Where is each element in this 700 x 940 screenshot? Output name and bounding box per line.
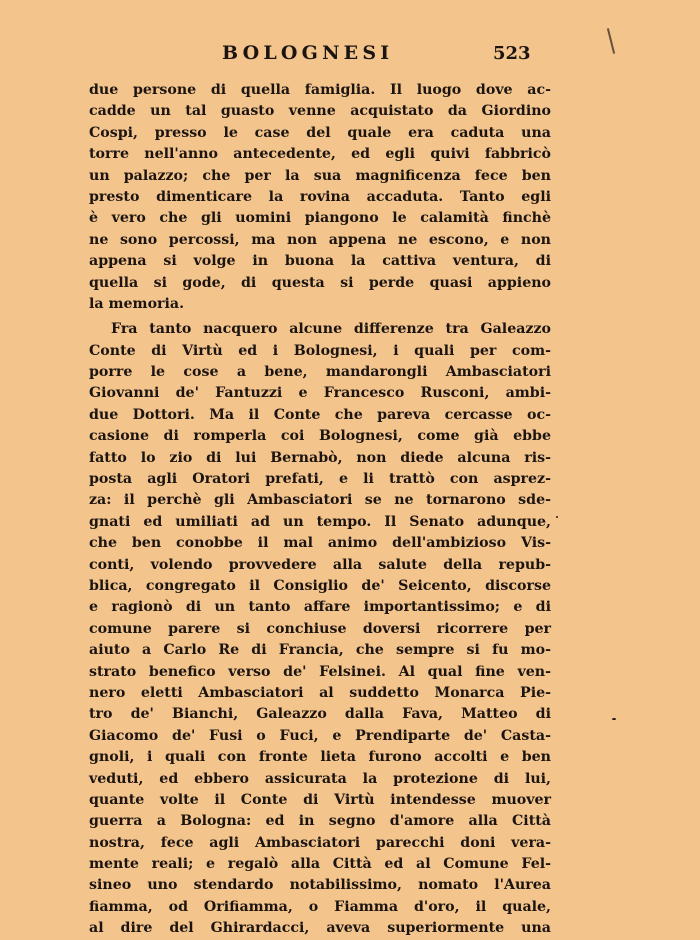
text-line: nostra, fece agli Ambasciatori parecchi doni vera- [89, 834, 551, 851]
running-title: BOLOGNESI [222, 42, 394, 64]
text-line: sineo uno stendardo notabilissimo, nomato l'Aurea [89, 877, 551, 894]
text-line: torre nell'anno antecedente, ed egli quivi fabbricò [89, 146, 551, 163]
text-line: veduti, ed ebbero assicurata la protezione di lui, [89, 770, 551, 787]
text-line: due persone di quella famiglia. Il luogo dove ac- [89, 82, 551, 98]
text-line: Cospi, presso le case del quale era caduta una [89, 124, 551, 141]
text-line: guerra a Bologna: ed in segno d'amore alla Città [89, 813, 551, 830]
text-line: al dire del Ghirardacci, aveva superiormente una [89, 920, 551, 937]
text-line: porre le cose a bene, mandarongli Ambasciatori [89, 364, 551, 381]
text-line: quante volte il Conte di Virtù intendesse muover [89, 791, 551, 808]
text-line: che ben conobbe il mal animo dell'ambizioso Vis- [89, 535, 551, 552]
text-line: e ragionò di un tanto affare importantissimo; e di [89, 599, 551, 616]
text-line: la memoria. [89, 295, 185, 312]
text-line: Giovanni de' Fantuzzi e Francesco Rusconi, ambi- [89, 385, 551, 402]
text-line: gnoli, i quali con fronte lieta furono accolti e ben [89, 749, 551, 766]
text-line: quella si gode, di questa si perde quasi appieno [89, 274, 551, 291]
ink-speck [556, 516, 558, 518]
text-line: posta agli Oratori prefati, e li trattò con asprez- [89, 471, 551, 488]
page-header [0, 42, 700, 70]
text-line: blica, congregato il Consiglio de' Seicento, discorse [89, 577, 551, 594]
text-line: cadde un tal guasto venne acquistato da Giordino [89, 103, 551, 120]
text-line: mente reali; e regalò alla Città ed al Comune Fel- [89, 856, 551, 873]
text-line: aiuto a Carlo Re di Francia, che sempre si fu mo- [89, 642, 551, 659]
text-line: strato benefico verso de' Felsinei. Al qual fine ven- [89, 663, 551, 680]
text-line: Giacomo de' Fusi o Fuci, e Prendiparte de' Casta- [89, 727, 551, 744]
text-line: presto dimenticare la rovina accaduta. Tanto egli [89, 188, 551, 205]
text-line: un palazzo; che per la sua magnificenza fece ben [89, 167, 551, 184]
text-line: appena si volge in buona la cattiva ventura, di [89, 253, 551, 270]
text-line: comune parere si conchiuse doversi ricorrere per [89, 620, 551, 637]
text-line: conti, volendo provvedere alla salute della repub- [89, 556, 551, 573]
page-number: 523 [493, 43, 531, 64]
paragraph-first-line: Fra tanto nacquero alcune differenze tra Galeazzo [111, 321, 551, 338]
text-line: casione di romperla coi Bolognesi, come già ebbe [89, 428, 551, 445]
text-line: è vero che gli uomini piangono le calamità finchè [89, 210, 551, 227]
text-line: za: il perchè gli Ambasciatori se ne tornarono sde- [89, 492, 551, 509]
text-line: nero eletti Ambasciatori al suddetto Monarca Pie- [89, 684, 551, 701]
text-line: tro de' Bianchi, Galeazzo dalla Fava, Matteo di [89, 706, 551, 723]
text-line: fiamma, od Orifiamma, o Fiamma d'oro, il quale, [89, 898, 551, 915]
text-line: fatto lo zio di lui Bernabò, non diede alcuna ris- [89, 449, 551, 466]
text-line: Conte di Virtù ed i Bolognesi, i quali per com- [89, 342, 551, 359]
text-line: ne sono percossi, ma non appena ne escono, e non [89, 231, 551, 248]
text-line: due Dottori. Ma il Conte che pareva cercasse oc- [89, 406, 551, 423]
body-text [89, 80, 551, 940]
ink-speck [612, 718, 616, 720]
text-line: gnati ed umiliati ad un tempo. Il Senato adunque, [89, 513, 551, 530]
